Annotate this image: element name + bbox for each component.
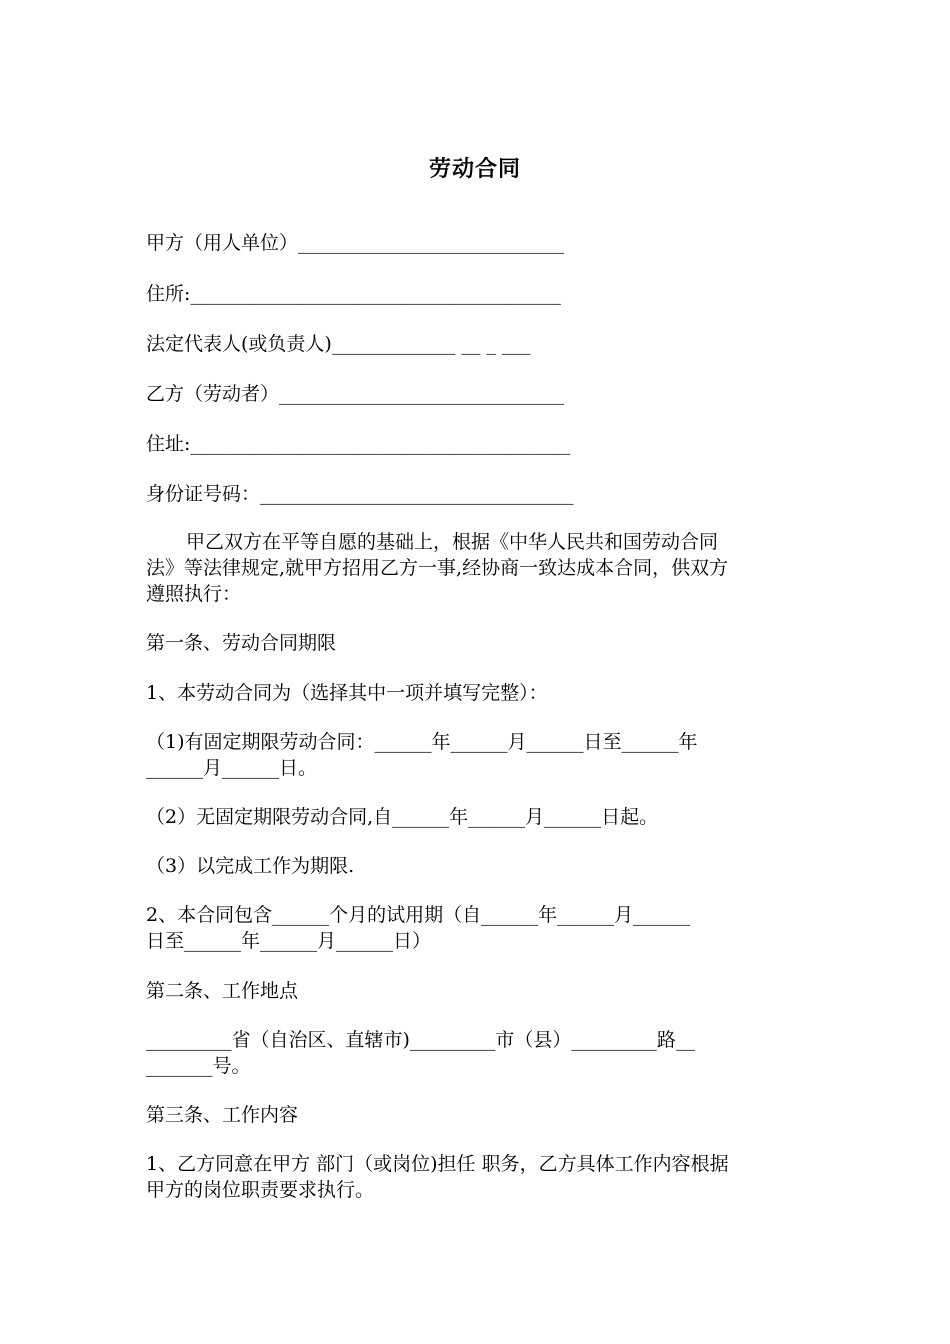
- article3-item1: [146, 1151, 806, 1203]
- probation-line: 日至______年______月______日）: [146, 930, 432, 952]
- article2-text: [146, 1027, 806, 1079]
- preamble-line: 甲乙双方在平等自愿的基础上，根据《中华人民共和国劳动合同: [186, 531, 719, 553]
- party-a-field: 甲方（用人单位）____________________________: [146, 232, 565, 254]
- job-content-line: 甲方的岗位职责要求执行。: [146, 1179, 375, 1201]
- article1-item1: 1、本劳动合同为（选择其中一项并填写完整）：: [146, 682, 548, 704]
- job-content-line: 1、乙方同意在甲方 部门（或岗位)担任 职务，乙方具体工作内容根据: [146, 1153, 729, 1175]
- article1-option3: （3）以完成工作为期限.: [146, 855, 355, 877]
- article1-item2: [146, 902, 806, 954]
- document-title: 劳动合同: [428, 156, 521, 182]
- party-b-field: 乙方（劳动者）______________________________: [146, 383, 565, 405]
- legal-rep-field: 法定代表人(或负责人)_____________ __ _ ___: [146, 333, 531, 355]
- address-a-field: 住所:_______________________________________: [146, 283, 561, 305]
- article1-heading: 第一条、劳动合同期限: [146, 632, 337, 654]
- preamble-line: 遵照执行：: [146, 583, 242, 605]
- article2-heading: 第二条、工作地点: [146, 980, 299, 1002]
- address-b-field: 住址:________________________________________: [146, 433, 571, 455]
- option1-line: （1)有固定期限劳动合同：______年______月______日至______年: [146, 731, 698, 753]
- work-location-line: _________省（自治区、直辖市)_________市（县）_________路__: [146, 1029, 695, 1051]
- probation-line: 2、本合同包含______个月的试用期（自______年______月______: [146, 904, 691, 926]
- id-number-field: 身份证号码：_________________________________: [146, 483, 574, 505]
- article1-option1: [146, 729, 806, 781]
- article1-option2: （2）无固定期限劳动合同,自______年______月______日起。: [146, 806, 659, 828]
- option1-line: ______月______日。: [146, 757, 318, 779]
- preamble-paragraph: [146, 529, 806, 607]
- work-location-line: _______号。: [146, 1055, 251, 1077]
- article3-heading: 第三条、工作内容: [146, 1104, 299, 1126]
- preamble-line: 法》等法律规定,就甲方招用乙方一事,经协商一致达成本合同，供双方: [146, 557, 729, 579]
